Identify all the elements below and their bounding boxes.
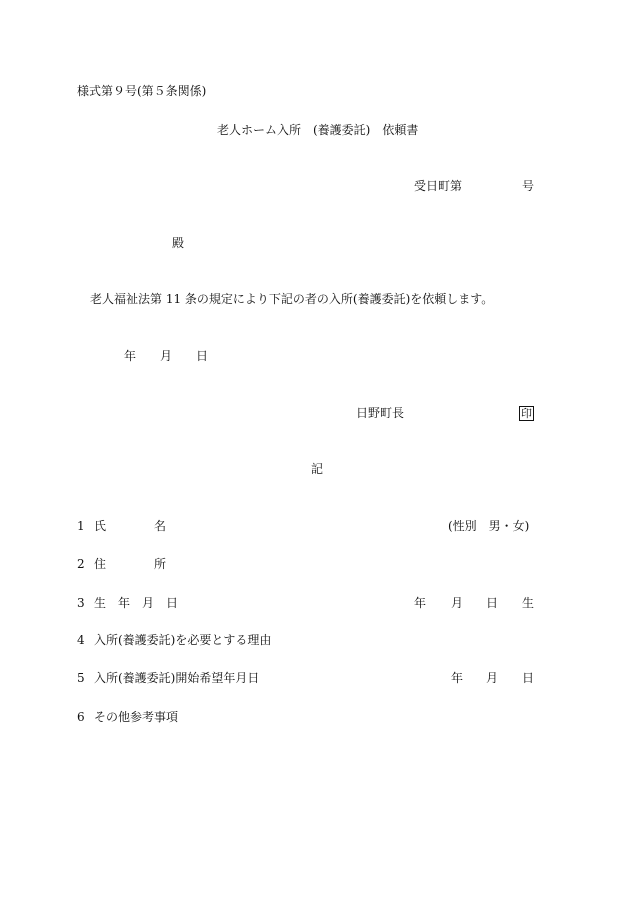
item-3-month: 月: [451, 596, 464, 610]
sender-name: 日野町長: [356, 406, 405, 420]
item-3-born: 生: [522, 596, 535, 610]
item-5-number: 5: [77, 671, 85, 685]
receipt-number-prefix: 受日町第: [414, 179, 463, 193]
receipt-number-suffix: 号: [522, 179, 535, 193]
item-5-day: 日: [522, 671, 535, 685]
item-5-label: 入所(養護委託)開始希望年月日: [94, 671, 260, 685]
item-6-number: 6: [77, 710, 85, 724]
item-1-number: 1: [77, 519, 85, 533]
item-3-label: 生 年 月 日: [94, 596, 179, 610]
item-4-number: 4: [77, 633, 85, 647]
item-6-label: その他参考事項: [94, 710, 179, 724]
item-3-number: 3: [77, 596, 85, 610]
item-3-year: 年: [414, 596, 427, 610]
form-number: 様式第９号(第５条関係): [77, 84, 207, 98]
item-1-gender: (性別 男・女): [448, 519, 530, 533]
seal-mark: 印: [521, 407, 532, 420]
item-1-label: 氏 名: [94, 519, 167, 533]
date-day: 日: [196, 349, 209, 363]
addressee-honorific: 殿: [172, 236, 185, 250]
item-2-label: 住 所: [94, 557, 167, 571]
document-title: 老人ホーム入所 (養護委託) 依頼書: [217, 123, 419, 137]
item-5-year: 年: [451, 671, 464, 685]
item-2-number: 2: [77, 557, 85, 571]
item-3-day: 日: [486, 596, 499, 610]
item-5-month: 月: [486, 671, 499, 685]
section-heading: 記: [311, 462, 324, 476]
date-year: 年: [124, 349, 137, 363]
item-4-label: 入所(養護委託)を必要とする理由: [94, 633, 272, 647]
date-month: 月: [160, 349, 173, 363]
request-text: 老人福祉法第 11 条の規定により下記の者の入所(養護委託)を依頼します。: [90, 292, 494, 306]
